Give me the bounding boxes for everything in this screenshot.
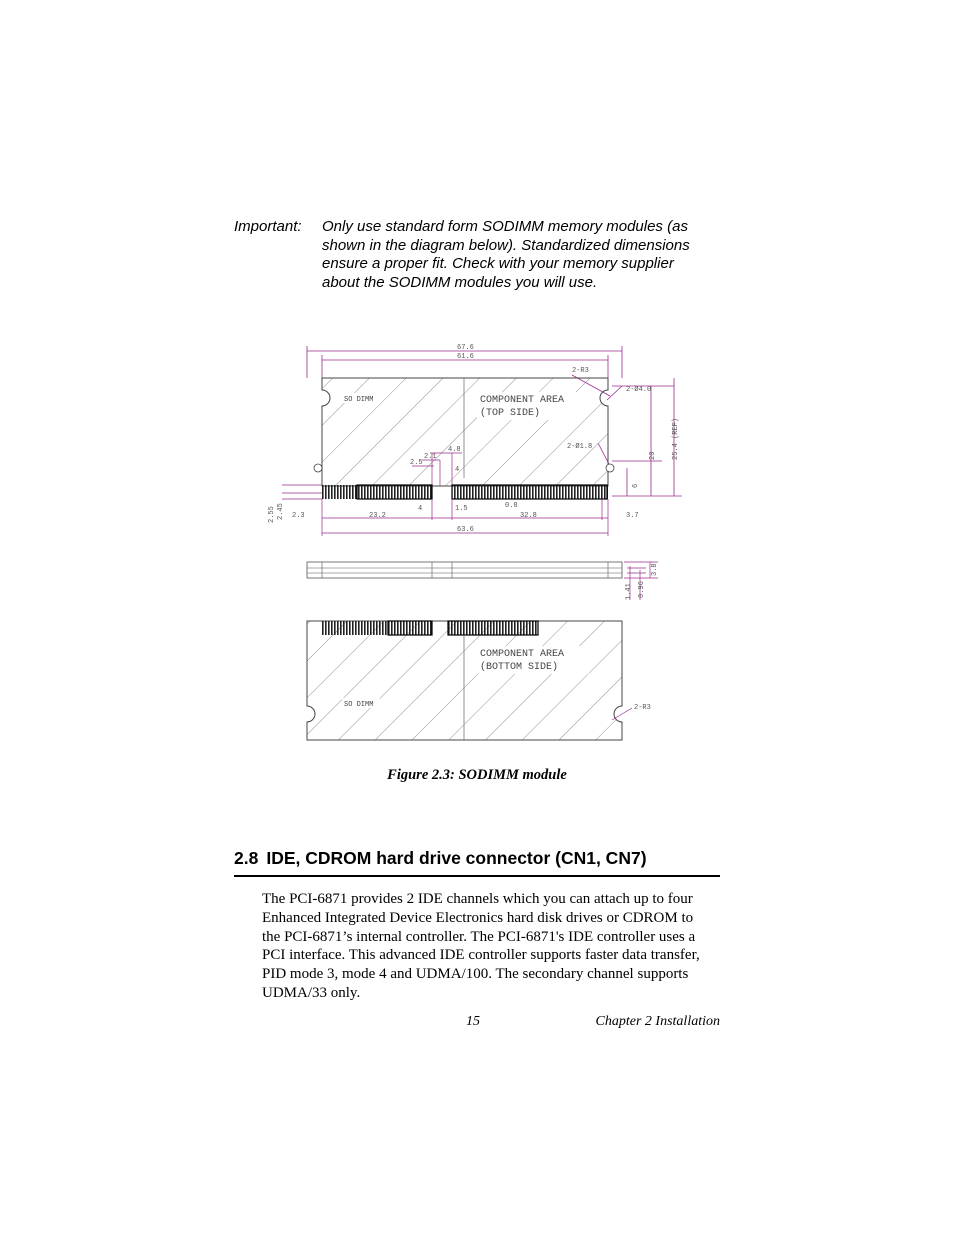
dim-0-96: 0.96 xyxy=(638,581,646,598)
dim-32-8: 32.8 xyxy=(520,512,537,520)
bottom-view xyxy=(307,621,651,740)
dim-4-bottom: 4 xyxy=(418,505,423,513)
bottom-board-outline xyxy=(307,621,622,740)
body-line: UDMA/33 only. xyxy=(262,984,361,1001)
important-line: shown in the diagram below). Standardized dimensions xyxy=(322,236,690,254)
key-2-5: 2.5 xyxy=(410,459,423,467)
dim-overall: 67.6 xyxy=(457,344,474,352)
section-heading xyxy=(234,848,720,877)
dim-20: 20 xyxy=(649,451,657,460)
component-area-top: COMPONENT AREA xyxy=(480,395,565,406)
important-text xyxy=(322,218,722,292)
dim-inner: 61.6 xyxy=(457,353,474,361)
bottom-pins-left xyxy=(322,621,432,635)
body-line: the PCI-6871’s internal controller. The PCI-6871's IDE controller uses a xyxy=(262,928,696,945)
key-2-1: 2.1 xyxy=(424,453,437,461)
dim-2-45: 2.45 xyxy=(277,503,285,520)
side-view xyxy=(307,562,659,600)
radius-bottom: 2-R3 xyxy=(634,704,651,712)
important-label: Important: xyxy=(234,218,302,235)
section-number: 2.8 xyxy=(234,848,259,868)
top-pins-left xyxy=(322,485,432,499)
top-side-label: (TOP SIDE) xyxy=(480,408,541,419)
radius-top: 2-R3 xyxy=(572,367,589,375)
dim-1-41: 1.41 xyxy=(625,583,633,600)
important-line: about the SODIMM modules you will use. xyxy=(322,273,598,291)
component-area-bottom: COMPONENT AREA xyxy=(480,649,565,660)
bottom-side-label: (BOTTOM SIDE) xyxy=(480,662,559,673)
dim-ref: 25.4 (REF) xyxy=(672,417,680,460)
important-line: Only use standard form SODIMM memory modules (as xyxy=(322,218,688,235)
module-label-bottom: SO DIMM xyxy=(344,701,374,709)
figure-caption: Figure 2.3: SODIMM module xyxy=(387,767,567,783)
dim-2-55: 2.55 xyxy=(268,506,276,523)
dim-23-2: 23.2 xyxy=(369,512,386,520)
dim-1-5: 1.5 xyxy=(455,505,468,513)
dim-2-3: 2.3 xyxy=(292,512,305,520)
body-line: PCI interface. This advanced IDE controller supports faster data transfer, xyxy=(262,947,700,964)
dim-0-8: 0.8 xyxy=(505,502,518,510)
dim-3-8: 3.8 xyxy=(651,563,659,576)
chapter-label: Chapter 2 Installation xyxy=(595,1014,720,1029)
body-line: Enhanced Integrated Device Electronics hard disk drives or CDROM to xyxy=(262,909,694,926)
dim-3-7: 3.7 xyxy=(626,512,639,520)
section-title: IDE, CDROM hard drive connector (CN1, CN7) xyxy=(266,848,647,868)
important-line: ensure a proper fit. Check with your memory supplier xyxy=(322,255,674,273)
key-4: 4 xyxy=(455,466,460,474)
dim-63-6: 63.6 xyxy=(457,526,474,534)
module-label-top: SO DIMM xyxy=(344,396,374,404)
sodimm-diagram xyxy=(262,338,682,748)
body-line: The PCI-6871 provides 2 IDE channels which you can attach up to four xyxy=(262,891,693,907)
top-view xyxy=(268,344,682,536)
top-pins-right xyxy=(452,485,608,499)
hole-dia: 2-Ø4.0 xyxy=(626,386,652,394)
body-line: PID mode 3, mode 4 and UDMA/100. The secondary channel supports xyxy=(262,966,689,983)
key-4-8: 4.8 xyxy=(448,446,461,454)
dim-6: 6 xyxy=(632,483,640,488)
bottom-pins-right xyxy=(448,621,538,635)
body-paragraph xyxy=(262,890,732,1003)
page-number: 15 xyxy=(466,1014,480,1029)
